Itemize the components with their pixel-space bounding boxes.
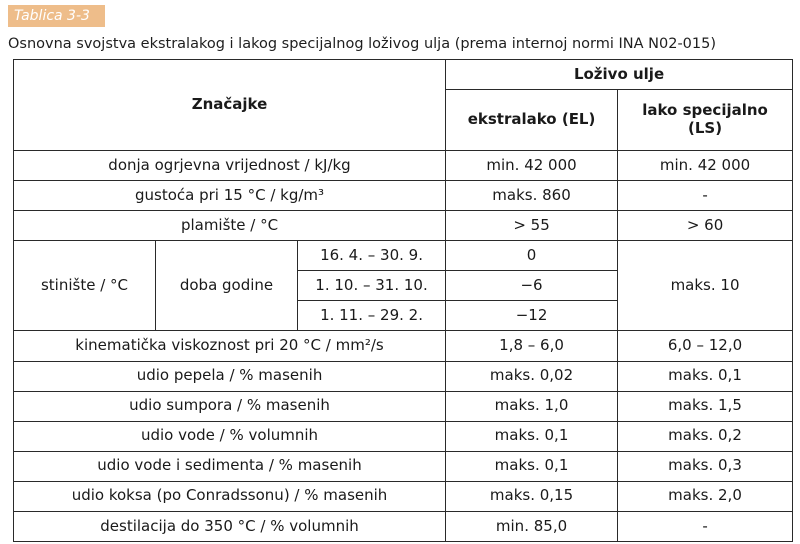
cell-ls: min. 42 000: [618, 151, 793, 181]
cell-ls: maks. 2,0: [618, 481, 793, 511]
table-row: [14, 151, 793, 181]
cell-el: −6: [446, 271, 618, 301]
cell-property: destilacija do 350 °C / % volumnih: [14, 511, 446, 541]
cell-property: udio vode i sedimenta / % masenih: [14, 451, 446, 481]
cell-ls: -: [618, 511, 793, 541]
cell-el: maks. 0,1: [446, 421, 618, 451]
cell-property: udio koksa (po Conradssonu) / % masenih: [14, 481, 446, 511]
table-row: [14, 511, 793, 541]
header-extra-light: ekstralako (EL): [446, 90, 618, 151]
cell-ls: -: [618, 181, 793, 211]
cell-el: min. 85,0: [446, 511, 618, 541]
header-light-special: [618, 90, 793, 151]
table-row: [14, 451, 793, 481]
cell-period: 16. 4. – 30. 9.: [298, 241, 446, 271]
table-caption: Osnovna svojstva ekstralakog i lakog specijalnog loživog ulja (prema internoj normi INA N02-015): [8, 36, 717, 52]
cell-el: 1,8 – 6,0: [446, 331, 618, 361]
cell-el: −12: [446, 301, 618, 331]
cell-property: donja ogrjevna vrijednost / kJ/kg: [14, 151, 446, 181]
cell-el: maks. 0,02: [446, 361, 618, 391]
cell-season: doba godine: [156, 241, 298, 331]
cell-el: min. 42 000: [446, 151, 618, 181]
table-row: [14, 391, 793, 421]
table-row: [14, 211, 793, 241]
cell-ls: maks. 0,3: [618, 451, 793, 481]
table-row: [14, 421, 793, 451]
table-row: [14, 331, 793, 361]
cell-property: udio vode / % volumnih: [14, 421, 446, 451]
cell-el: > 55: [446, 211, 618, 241]
header-fuel-oil-group: Loživo ulje: [446, 60, 793, 90]
header-light-special-line1: lako specijalno: [642, 101, 768, 120]
cell-pour-point-property: stinište / °C: [14, 241, 156, 331]
cell-property: plamište / °C: [14, 211, 446, 241]
table-row: [14, 361, 793, 391]
cell-period: 1. 10. – 31. 10.: [298, 271, 446, 301]
cell-el: maks. 0,15: [446, 481, 618, 511]
cell-ls: > 60: [618, 211, 793, 241]
cell-ls: maks. 0,2: [618, 421, 793, 451]
header-light-special-line2: (LS): [687, 119, 723, 138]
cell-el: maks. 0,1: [446, 451, 618, 481]
table-row-pour-point-1: [14, 241, 793, 271]
table-row: [14, 181, 793, 211]
cell-property: udio sumpora / % masenih: [14, 391, 446, 421]
table-number-tag: Tablica 3-3: [8, 5, 105, 27]
header-properties: Značajke: [14, 60, 446, 151]
fuel-oil-properties-table: [13, 59, 793, 542]
cell-property: udio pepela / % masenih: [14, 361, 446, 391]
cell-property: kinematička viskoznost pri 20 °C / mm²/s: [14, 331, 446, 361]
cell-ls: maks. 1,5: [618, 391, 793, 421]
cell-ls: maks. 0,1: [618, 361, 793, 391]
cell-el: maks. 860: [446, 181, 618, 211]
cell-pour-point-ls: maks. 10: [618, 241, 793, 331]
cell-ls: 6,0 – 12,0: [618, 331, 793, 361]
cell-el: 0: [446, 241, 618, 271]
cell-property: gustoća pri 15 °C / kg/m³: [14, 181, 446, 211]
cell-period: 1. 11. – 29. 2.: [298, 301, 446, 331]
table-row: [14, 481, 793, 511]
header-row-1: [14, 60, 793, 90]
cell-el: maks. 1,0: [446, 391, 618, 421]
